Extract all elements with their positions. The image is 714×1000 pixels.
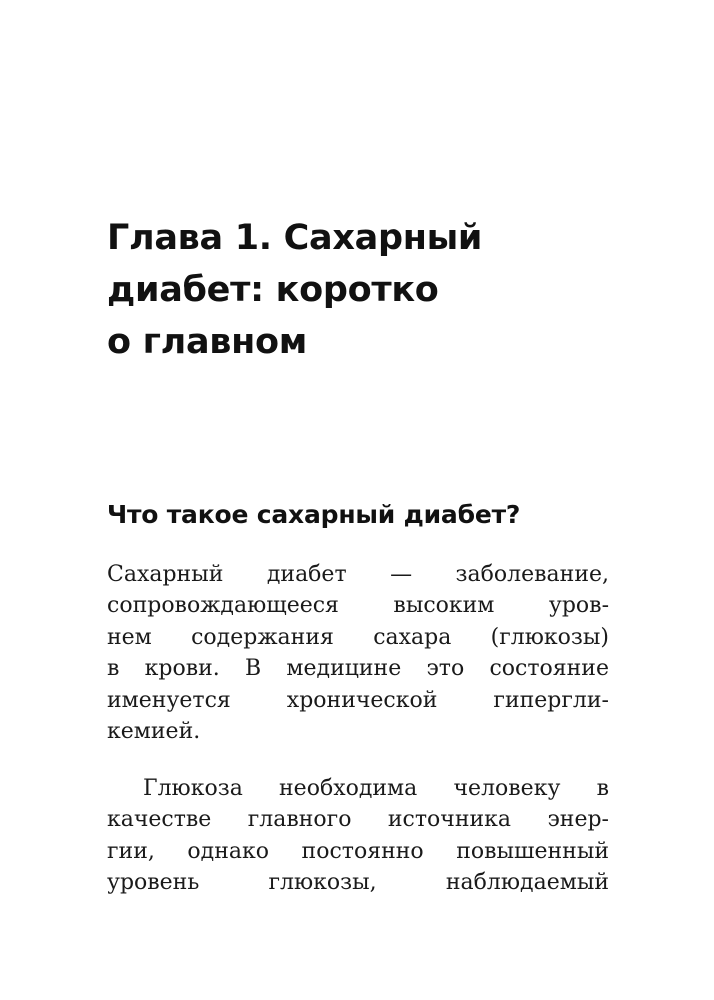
text-line: уровень глюкозы, наблюдаемый [107,870,609,896]
text-line: кемией. [107,719,201,745]
chapter-title-line: Глава 1. Сахарный [107,218,483,258]
text-line: качестве главного источника энер- [107,807,609,833]
text-line: в крови. В медицине это состояние [107,656,609,682]
text-line: Глюкоза необходима человеку в [143,776,609,801]
chapter-title-line: диабет: коротко [107,270,439,310]
text-line: гии, однако постоянно повышенный [107,838,609,864]
paragraph [107,559,609,747]
section-heading: Что такое сахарный диабет? [107,500,521,529]
chapter-title-line: о главном [107,322,308,362]
text-line: именуется хронической гипергли- [107,687,609,713]
text-line: нем содержания сахара (глюкозы) [107,624,609,650]
chapter-title [107,212,482,368]
paragraph [107,773,609,899]
text-line: сопровождающееся высоким уров- [107,593,609,619]
text-line: Сахарный диабет — заболевание, [107,562,609,587]
